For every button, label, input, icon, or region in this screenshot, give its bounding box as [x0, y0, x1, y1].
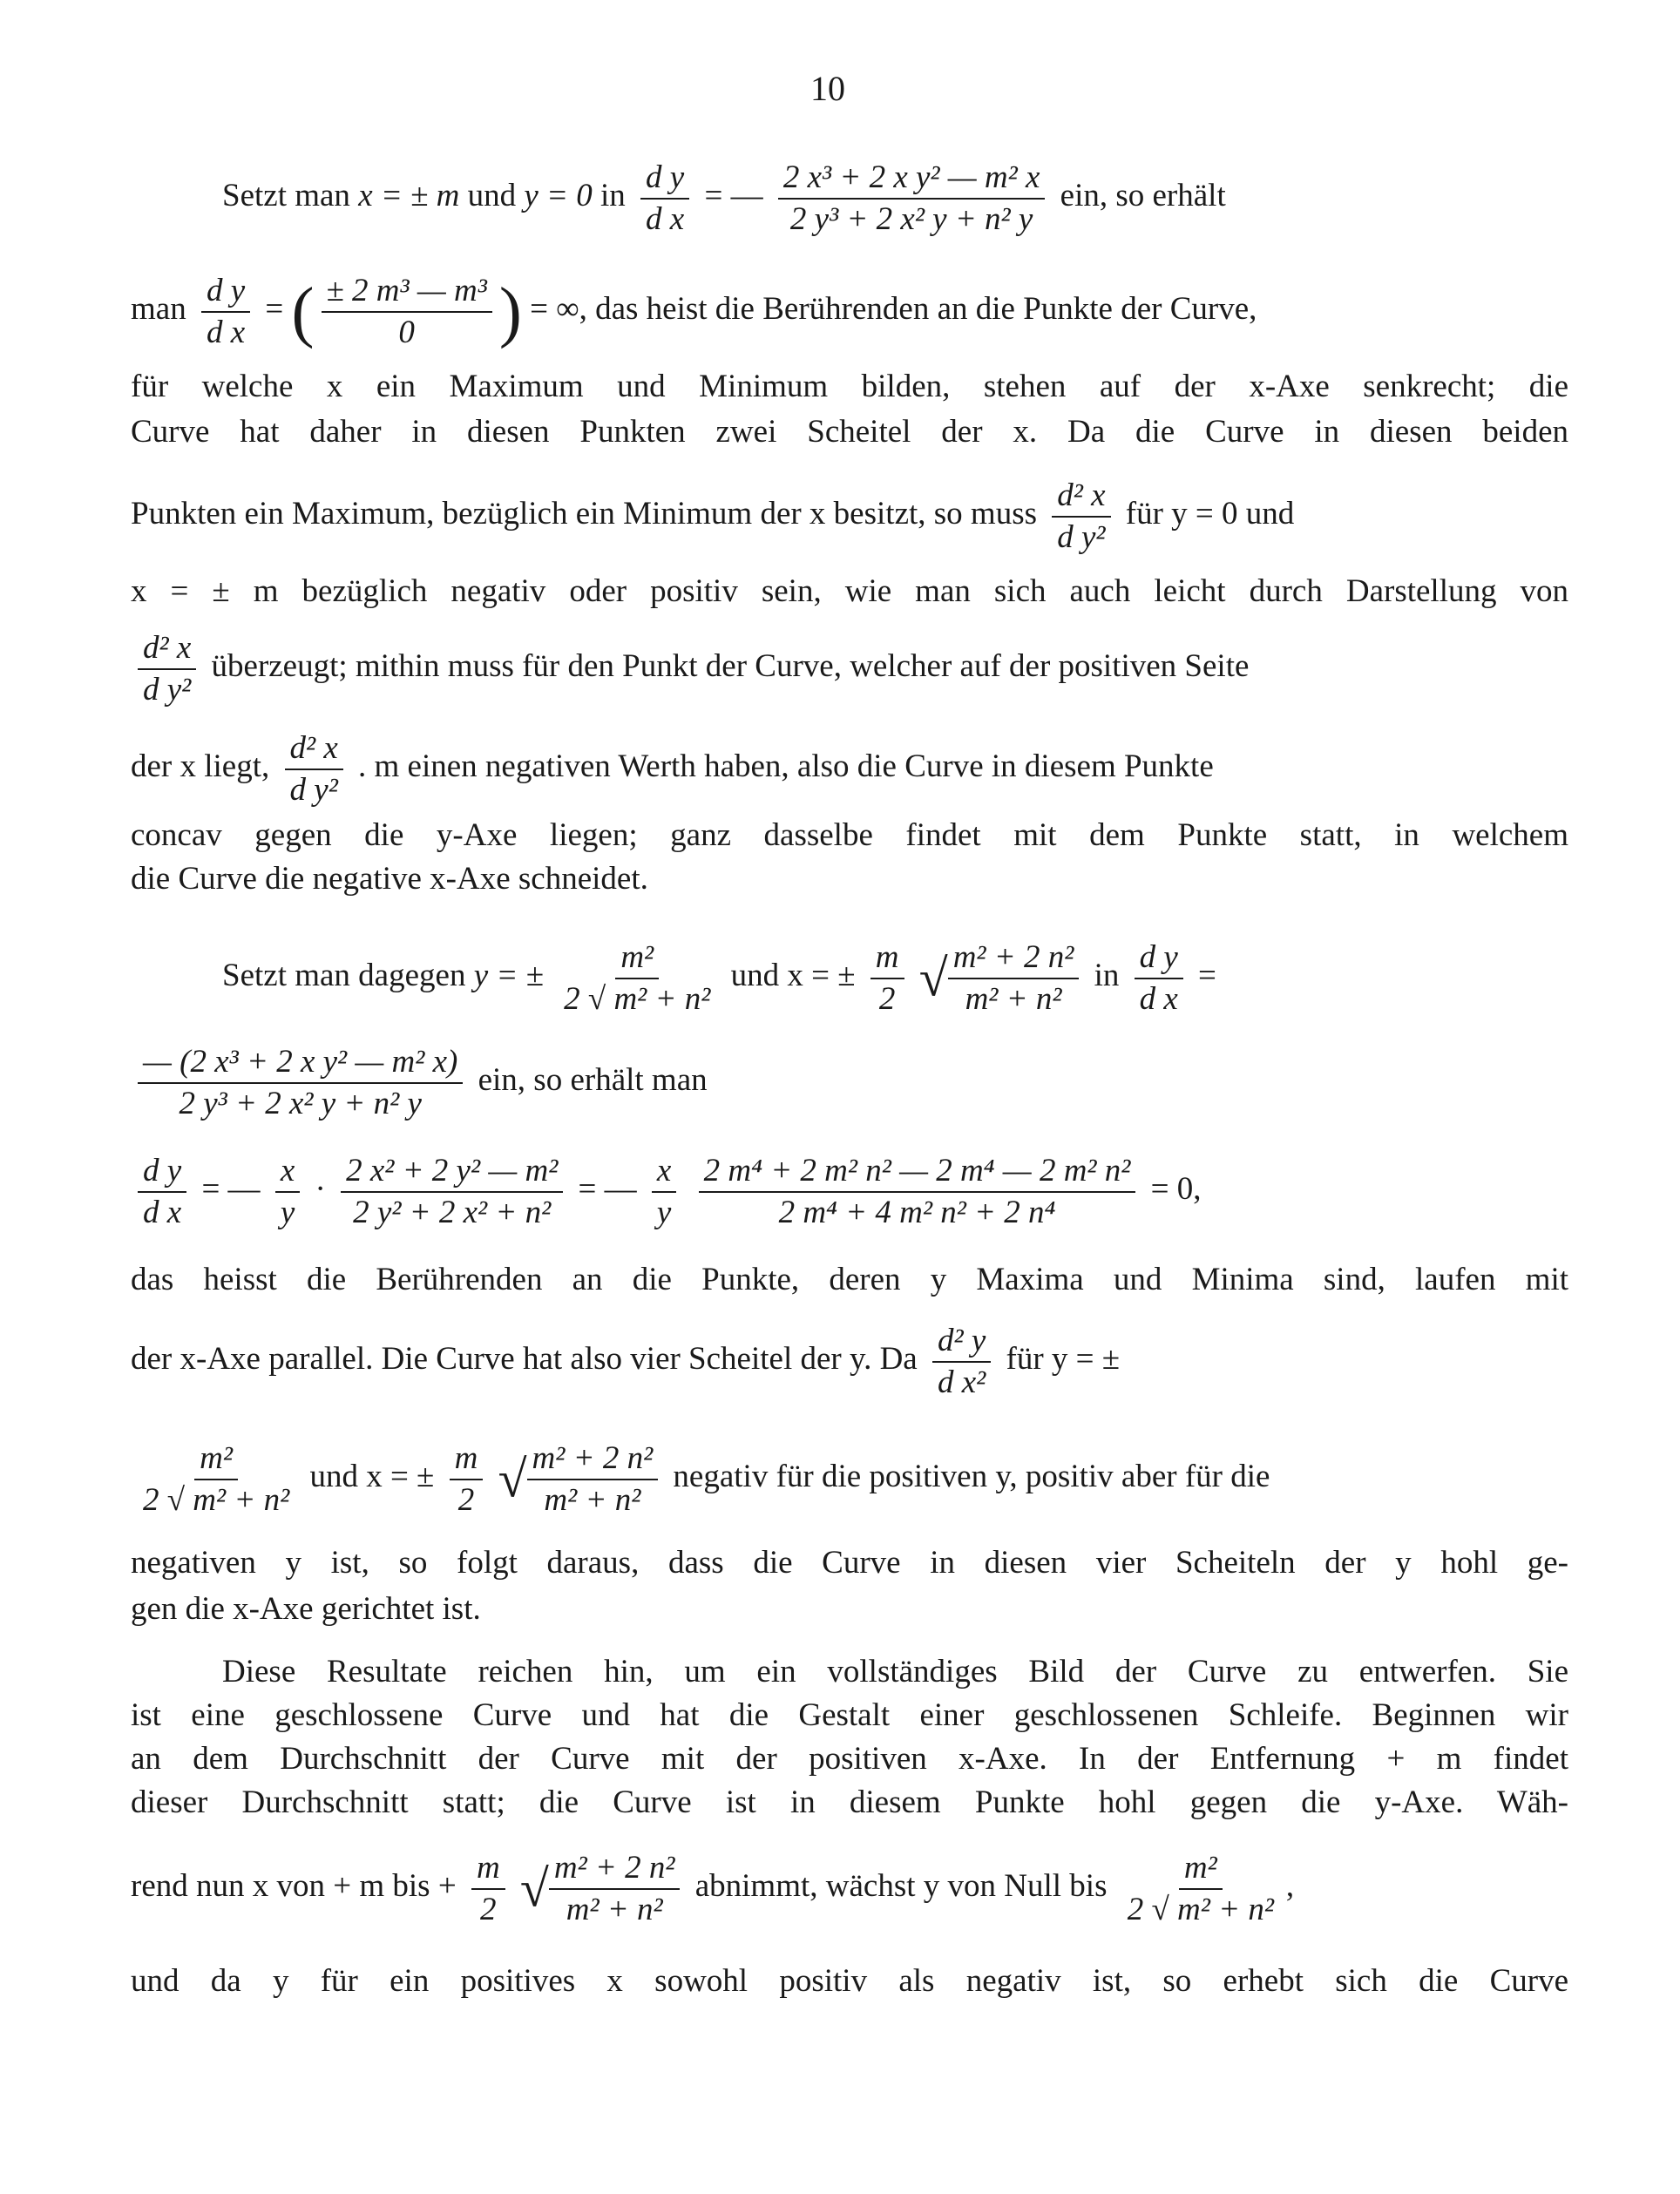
math: =: [1198, 958, 1216, 993]
math: = —: [704, 178, 763, 213]
fraction-dy-dx: $\frac{\text{d y}}{\text{d x}}$: [640, 159, 689, 238]
text: . m einen negativen Werth haben, also die Curve in diesem Punkte: [358, 748, 1214, 784]
text-line-14: das heisst die Berührenden an die Punkte, deren y Maxima und Minima sind, laufen mit: [131, 1262, 1568, 1297]
sqrt-sign: √: [918, 949, 948, 1007]
fraction: $\frac{\text{2 m⁴ + 2 m² n² — 2 m⁴ — 2 m² n²}}{\text{2 m⁴ + 4 m² n² + 2 n⁴}}$: [699, 1153, 1136, 1231]
page-number: 10: [810, 69, 845, 108]
text-line-21: an dem Durchschnitt der Curve mit der positiven x-Axe. In der Entfernung + m findet: [131, 1741, 1568, 1777]
fraction: $\frac{m}{2}$: [471, 1850, 505, 1928]
fraction: $\frac{\text{d² x}}{\text{d y²}}$: [138, 630, 196, 708]
fraction: $\frac{m}{2}$: [870, 939, 904, 1018]
text-line-7: [131, 623, 1568, 710]
text: = ∞, das heist die Berührenden an die Punkte der Curve,: [530, 291, 1257, 327]
text: der x-Axe parallel. Die Curve hat also vier Scheitel der y. Da: [131, 1341, 918, 1377]
text: rend nun x von + m bis +: [131, 1868, 457, 1904]
text-line-23: rend nun x von + m bis + $\frac{m}{2}$ √ $\frac{\text{m² + 2 n²}}{\text{m² + n²}}$ abnimmt, wächst y von Null bis $\frac{\text{m²}}{\text{2 √ m² + n²}}$ ,: [131, 1849, 1295, 1927]
text-line-18: gen die x-Axe gerichtet ist.: [131, 1591, 481, 1627]
fraction-dy-dx: $\frac{\text{d y}}{\text{d x}}$: [1135, 939, 1183, 1018]
text-line-1: [222, 152, 1568, 240]
text-line-9: concav gegen die y-Axe liegen; ganz dasselbe findet mit dem Punkte statt, in welchem: [131, 817, 1568, 853]
text-line-6: x = ± m bezüglich negativ oder positiv sein, wie man sich auch leicht durch Darstellung von: [131, 573, 1568, 609]
text-line-16: [131, 1433, 1568, 1520]
fraction: $\frac{\text{d² x}}{\text{d y²}}$: [1052, 477, 1110, 556]
text: Setzt man: [222, 178, 350, 213]
sqrt-sign: √: [498, 1450, 527, 1508]
fraction: $\frac{\text{m²}}{\text{2 √ m² + n²}}$: [143, 1439, 290, 1518]
math: =: [265, 291, 284, 327]
text: ein, so erhält: [1060, 178, 1226, 213]
fraction: $\frac{m}{2}$: [450, 1440, 484, 1519]
math: = 0,: [1150, 1171, 1202, 1207]
text: Setzt man dagegen: [222, 958, 466, 993]
text-line-10: die Curve die negative x-Axe schneidet.: [131, 861, 648, 897]
math: x = ± m: [358, 178, 460, 213]
text-line-4: Curve hat daher in diesen Punkten zwei Scheitel der x. Da die Curve in diesen beiden: [131, 414, 1568, 450]
text: man: [131, 291, 186, 327]
text-line-24: und da y für ein positives x sowohl positiv als negativ ist, so erhebt sich die Curve: [131, 1963, 1568, 1999]
fraction: $\frac{\text{d² y}}{\text{d x²}}$: [932, 1323, 991, 1401]
text: für y = 0 und: [1125, 496, 1295, 532]
fraction: $\frac{x}{y}$: [652, 1153, 676, 1231]
text-line-8: [131, 723, 1568, 810]
text: und: [467, 178, 517, 213]
math: = —: [578, 1171, 637, 1207]
fraction-dy-dx: $\frac{\text{d y}}{\text{d x}}$: [138, 1153, 186, 1231]
fraction: $\frac{x}{y}$: [275, 1153, 300, 1231]
text-line-20: ist eine geschlossene Curve und hat die Gestalt einer geschlossenen Schleife. Beginnen wir: [131, 1697, 1568, 1733]
radicand: $\frac{\text{m² + 2 n²}}{\text{m² + n²}}$: [549, 1850, 681, 1928]
text-line-2: man $\frac{\text{d y}}{\text{d x}}$ = ( $\frac{\text{± 2 m³ — m³}}{0}$ ) = ∞, das heist die Berührenden an die Punkte der Curve,: [131, 272, 1257, 350]
fraction: $\frac{\text{— (2 x³ + 2 x y² — m² x)}}{\text{2 y³ + 2 x² y + n² y}}$: [138, 1044, 463, 1122]
text-line-19: Diese Resultate reichen hin, um ein vollständiges Bild der Curve zu entwerfen. Sie: [222, 1654, 1568, 1690]
fraction-dy-dx: $\frac{\text{d y}}{\text{d x}}$: [201, 273, 250, 351]
text: abnimmt, wächst y von Null bis: [694, 1868, 1108, 1904]
text: in: [1094, 958, 1120, 993]
text-line-3: für welche x ein Maximum und Minimum bilden, stehen auf der x-Axe senkrecht; die: [131, 369, 1568, 404]
text-line-11: [222, 932, 1568, 1019]
fraction: $\frac{\text{2 x³ + 2 x y² — m² x}}{\text{2 y³ + 2 x² y + n² y}}$: [778, 159, 1046, 238]
text-line-15: [131, 1316, 1568, 1403]
text: und x = ±: [730, 958, 856, 993]
text-line-22: dieser Durchschnitt statt; die Curve ist in diesem Punkte hohl gegen die y-Axe. Wäh-: [131, 1784, 1568, 1820]
fraction: $\frac{\text{m²}}{\text{2 √ m² + n²}}$: [1127, 1849, 1274, 1927]
radicand: $\frac{\text{m² + 2 n²}}{\text{m² + n²}}$: [527, 1440, 659, 1519]
fraction: $\frac{\text{± 2 m³ — m³}}{0}$: [322, 273, 492, 351]
text-line-13: $\frac{\text{d y}}{\text{d x}}$ = — $\frac{x}{y}$ · $\frac{\text{2 x² + 2 y² — m²}}{\text{2 y² + 2 x² + n²}}$ = — $\frac{x}{y}$ $\frac{\text{2 m⁴ + 2 m² n² — 2 m⁴ — 2 m² n²}}{\text{2 m⁴ + 4 m² n² + 2 n⁴}}$ = 0,: [131, 1146, 1568, 1233]
text: der x liegt,: [131, 748, 270, 784]
text: für y = ±: [1006, 1341, 1121, 1377]
text-line-17: negativen y ist, so folgt daraus, dass die Curve in diesen vier Scheiteln der y hohl ge-: [131, 1545, 1568, 1581]
text-line-12: [131, 1037, 1568, 1124]
text: negativ für die positiven y, positiv aber für die: [673, 1459, 1270, 1494]
text: und x = ±: [309, 1459, 435, 1494]
math: y = ±: [473, 958, 544, 993]
fraction: $\frac{\text{2 x² + 2 y² — m²}}{\text{2 y² + 2 x² + n²}}$: [341, 1153, 563, 1231]
text-line-5: [131, 471, 1568, 558]
radicand: $\frac{\text{m² + 2 n²}}{\text{m² + n²}}$: [948, 939, 1080, 1018]
fraction: $\frac{\text{d² x}}{\text{d y²}}$: [285, 730, 343, 809]
fraction: $\frac{\text{m²}}{\text{2 √ m² + n²}}$: [564, 938, 711, 1017]
text: Punkten ein Maximum, bezüglich ein Minimum der x besitzt, so muss: [131, 496, 1037, 532]
math: y = 0: [524, 178, 593, 213]
text: ein, so erhält man: [478, 1062, 708, 1098]
math: = —: [201, 1171, 261, 1207]
text: überzeugt; mithin muss für den Punkt der Curve, welcher auf der positiven Seite: [211, 648, 1250, 684]
text: in: [600, 178, 626, 213]
sqrt-sign: √: [519, 1859, 549, 1918]
